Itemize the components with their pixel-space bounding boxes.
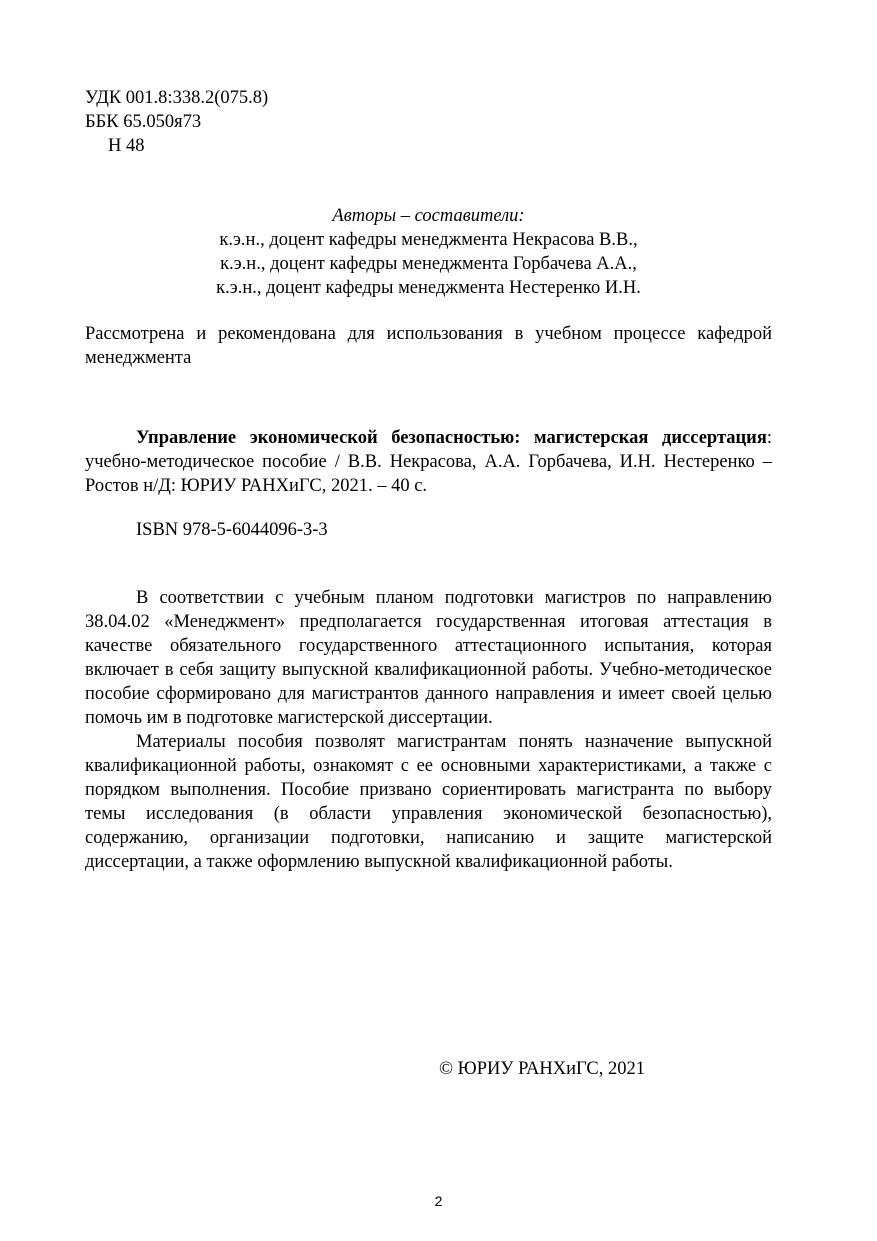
- copyright-notice: © ЮРИУ РАНХиГС, 2021: [439, 1059, 646, 1079]
- classification-block: [85, 86, 268, 158]
- citation-title: Управление экономической безопасностью: магистерская диссертация: [136, 428, 767, 448]
- abstract: [85, 586, 772, 874]
- isbn: ISBN 978-5-6044096-3-3: [136, 520, 328, 540]
- author-mark: Н 48: [108, 136, 145, 156]
- udk-code: УДК 001.8:338.2(075.8): [85, 88, 269, 108]
- bibliographic-citation: [85, 426, 772, 498]
- author-line: к.э.н., доцент кафедры менеджмента Некрасова В.В.,: [219, 230, 638, 250]
- authors-block: [85, 204, 772, 300]
- author-line: к.э.н., доцент кафедры менеджмента Горбачева А.А.,: [220, 254, 637, 274]
- abstract-paragraph: В соответствии с учебным планом подготовки магистров по направлению 38.04.02 «Менеджмент» предполагается государственная итоговая аттестация в качестве обязательного государственного аттестационного испытания, которая включает в себя защиту выпускной квалификационной работы. Учебно-методическое пособие сформировано для магистрантов данного направления и имеет своей целью помочь им в подготовке магистерской диссертации.: [85, 588, 772, 728]
- citation-details: : учебно-методическое пособие / В.В. Некрасова, А.А. Горбачева, И.Н. Нестеренко – Ростов н/Д: ЮРИУ РАНХиГС, 2021. – 40 с.: [85, 428, 772, 496]
- page-number: 2: [434, 1193, 443, 1209]
- author-line: к.э.н., доцент кафедры менеджмента Нестеренко И.Н.: [216, 278, 641, 298]
- approval-note: Рассмотрена и рекомендована для использования в учебном процессе кафедрой менеджмента: [85, 324, 772, 368]
- authors-heading: Авторы – составители:: [332, 206, 525, 226]
- bbk-code: ББК 65.050я73: [85, 112, 202, 132]
- abstract-paragraph: Материалы пособия позволят магистрантам понять назначение выпускной квалификационной работы, ознакомят с ее основными характеристиками, а также с порядком выполнения. Пособие призвано сориентировать магистранта по выбору темы исследования (в области управления экономической безопасностью), содержанию, организации подготовки, написанию и защите магистерской диссертации, а также оформлению выпускной квалификационной работы.: [85, 732, 772, 872]
